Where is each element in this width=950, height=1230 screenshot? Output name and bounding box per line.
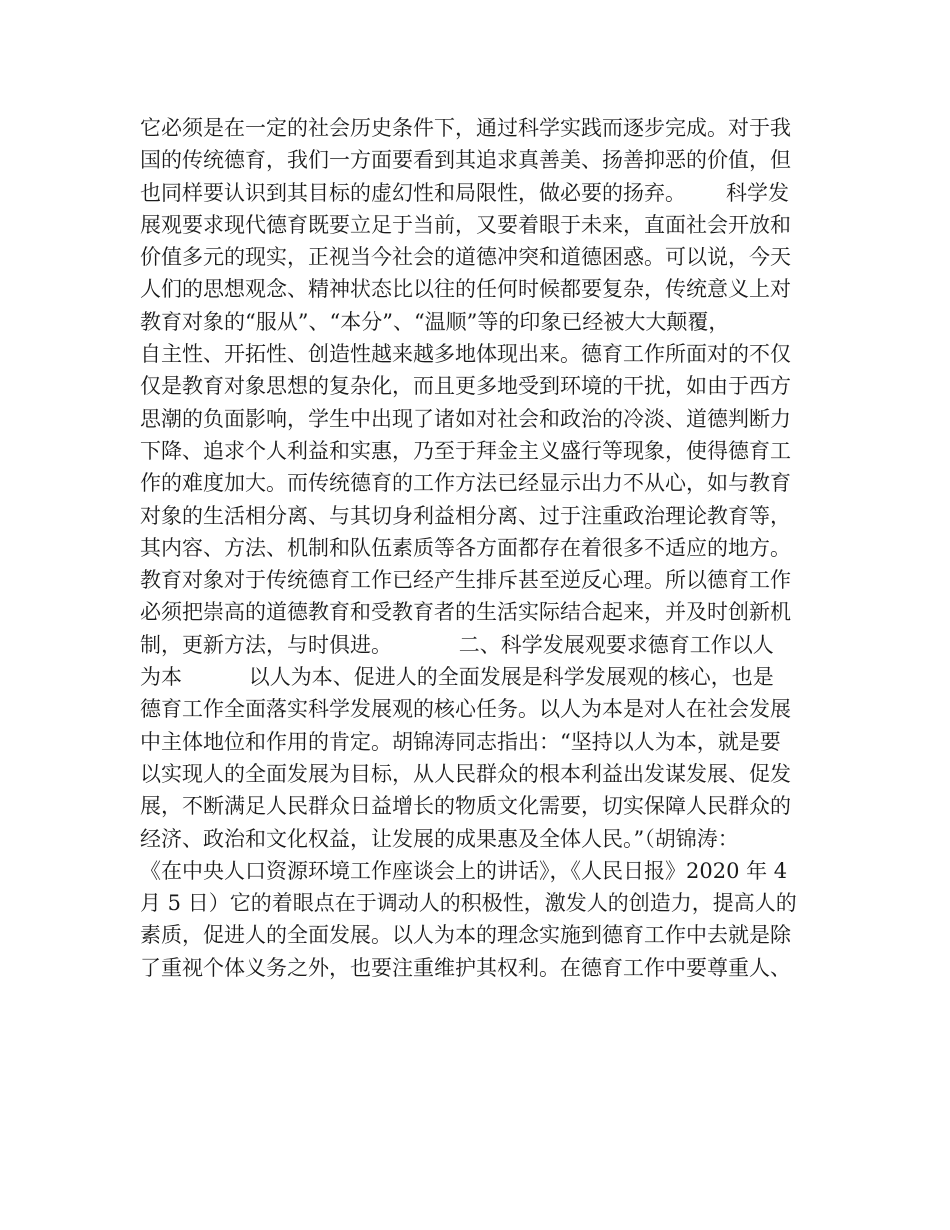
- text-line: 了重视个体义务之外，也要注重维护其权利。在德育工作中要尊重人、: [140, 955, 791, 980]
- text-line: 经济、政治和文化权益，让发展的成果惠及全体人民。”（胡锦涛：: [140, 826, 739, 851]
- text-line: 思潮的负面影响，学生中出现了诸如对社会和政治的冷淡、道德判断力: [140, 406, 791, 431]
- text-line: 月 5 日）它的着眼点在于调动人的积极性，激发人的创造力，提高人的: [140, 891, 797, 916]
- text-line: 作的难度加大。而传统德育的工作方法已经显示出力不从心，如与教育: [140, 471, 791, 496]
- body-text: [140, 112, 820, 984]
- text-line: 自主性、开拓性、创造性越来越多地体现出来。德育工作所面对的不仅: [140, 342, 791, 367]
- text-line: 对象的生活相分离、与其切身利益相分离、过于注重政治理论教育等，: [140, 503, 791, 528]
- text-line: 教育对象对于传统德育工作已经产生排斥甚至逆反心理。所以德育工作: [140, 568, 791, 593]
- text-line: 为本 以人为本、促进人的全面发展是科学发展观的核心，也是: [140, 665, 774, 690]
- text-line: 制，更新方法，与时俱进。 二、科学发展观要求德育工作以人: [140, 632, 774, 657]
- text-line: 仅是教育对象思想的复杂化，而且更多地受到环境的干扰，如由于西方: [140, 374, 791, 399]
- text-line: 国的传统德育，我们一方面要看到其追求真善美、扬善抑恶的价值，但: [140, 148, 791, 173]
- text-line: 价值多元的现实，正视当今社会的道德冲突和道德困惑。可以说，今天: [140, 245, 791, 270]
- text-line: 《在中央人口资源环境工作座谈会上的讲话》，《人民日报》2020 年 4: [140, 858, 788, 883]
- text-line: 下降、追求个人利益和实惠，乃至于拜金主义盛行等现象，使得德育工: [140, 438, 791, 463]
- text-line: 德育工作全面落实科学发展观的核心任务。以人为本是对人在社会发展: [140, 697, 791, 722]
- text-line: 必须把崇高的道德教育和受教育者的生活实际结合起来，并及时创新机: [140, 600, 791, 625]
- text-line: 中主体地位和作用的肯定。胡锦涛同志指出：“坚持以人为本，就是要: [140, 729, 781, 754]
- text-line: 以实现人的全面发展为目标，从人民群众的根本利益出发谋发展、促发: [140, 761, 791, 786]
- text-line: 展，不断满足人民群众日益增长的物质文化需要，切实保障人民群众的: [140, 794, 791, 819]
- text-line: 也同样要认识到其目标的虚幻性和局限性，做必要的扬弃。 科学发: [140, 180, 790, 205]
- text-line: 素质，促进人的全面发展。以人为本的理念实施到德育工作中去就是除: [140, 923, 791, 948]
- text-line: 它必须是在一定的社会历史条件下，通过科学实践而逐步完成。对于我: [140, 116, 791, 140]
- text-line: 其内容、方法、机制和队伍素质等各方面都存在着很多不适应的地方。: [140, 535, 791, 560]
- text-line: 教育对象的“服从”、“本分”、“温顺”等的印象已经被大大颠覆，: [140, 309, 730, 334]
- text-line: 展观要求现代德育既要立足于当前，又要着眼于未来，直面社会开放和: [140, 212, 791, 237]
- text-line: 人们的思想观念、精神状态比以往的任何时候都要复杂，传统意义上对: [140, 277, 791, 302]
